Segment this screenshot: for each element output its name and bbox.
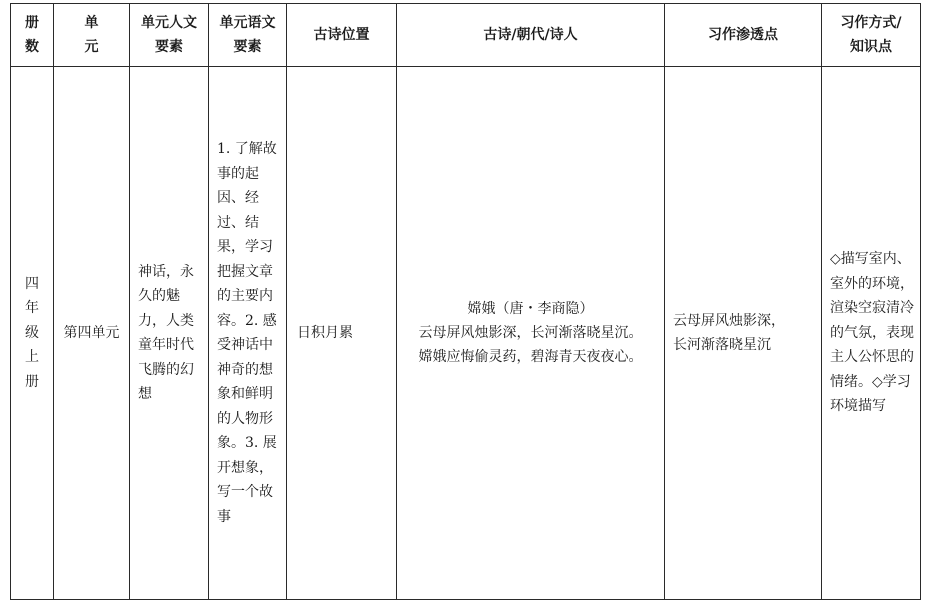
cell-writing-method: ◇描写室内、室外的环境，渲染空寂清冷的气氛，表现主人公怀思的情绪。◇学习环境描写 — [822, 67, 921, 600]
header-humanistic: 单元人文 要素 — [130, 4, 209, 67]
cell-unit: 第四单元 — [54, 67, 130, 600]
cell-poem-position: 日积月累 — [287, 67, 397, 600]
header-unit: 单 元 — [54, 4, 130, 67]
header-writing-point: 习作渗透点 — [665, 4, 822, 67]
cell-language: 1. 了解故事的起因、经过、结果，学习把握文章的主要内容。2. 感受神话中神奇的想象和鲜明的人物形象。3. 展开想象，写一个故事 — [209, 67, 287, 600]
cell-writing-point: 云母屏风烛影深， 长河渐落晓星沉 — [665, 67, 822, 600]
cell-book: 四 年 级 上 册 — [11, 67, 54, 600]
cell-poem — [397, 67, 665, 600]
header-poem-position: 古诗位置 — [287, 4, 397, 67]
poem-title: 嫦娥（唐・李商隐） — [467, 301, 594, 317]
poem-line: 嫦娥应悔偷灵药，碧海青天夜夜心。 — [418, 349, 643, 365]
curriculum-table — [10, 3, 921, 600]
header-language: 单元语文 要素 — [209, 4, 287, 67]
cell-humanistic: 神话，永久的魅力，人类童年时代飞腾的幻想 — [130, 67, 209, 600]
header-row — [11, 4, 921, 67]
header-book: 册 数 — [11, 4, 54, 67]
header-poem-info: 古诗/朝代/诗人 — [397, 4, 665, 67]
table-row — [11, 67, 921, 600]
header-writing-method: 习作方式/ 知识点 — [822, 4, 921, 67]
poem-line: 云母屏风烛影深，长河渐落晓星沉。 — [418, 325, 643, 341]
